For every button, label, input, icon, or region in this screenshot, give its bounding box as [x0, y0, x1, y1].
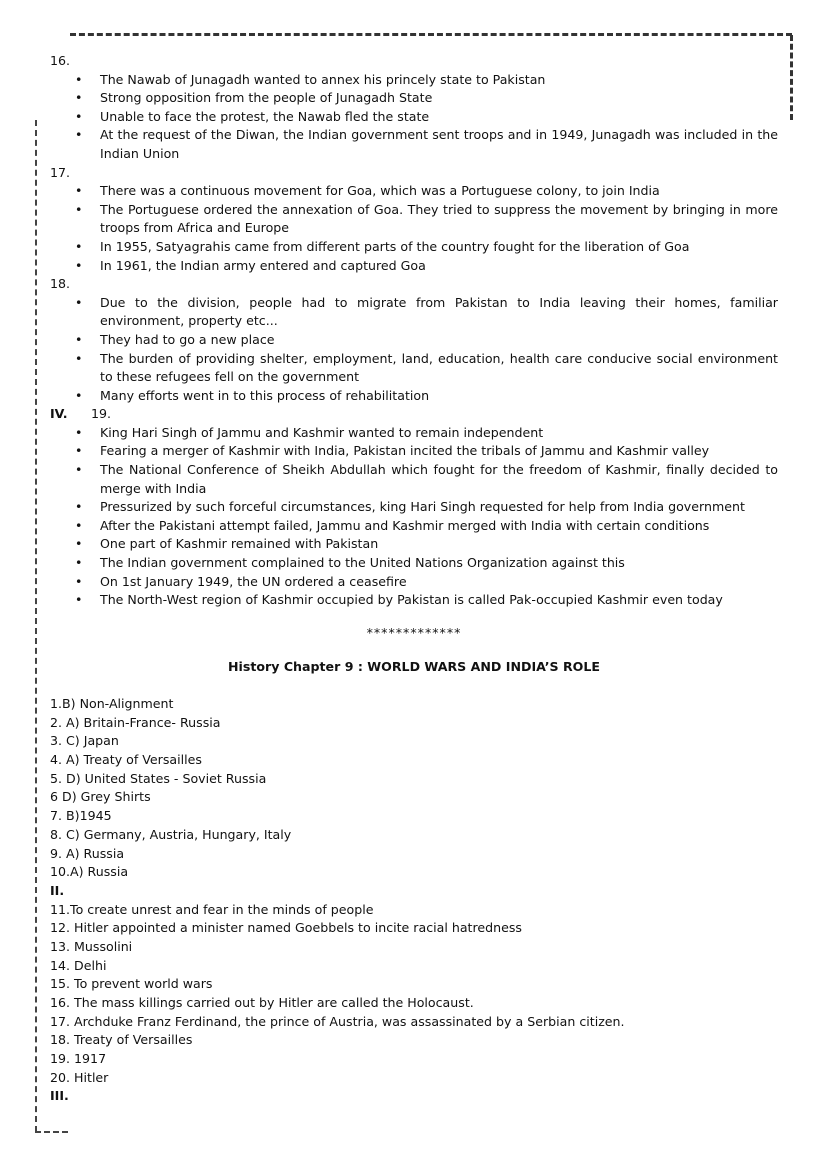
answer-line: 19. 1917	[50, 1051, 107, 1067]
bullet-glyph: •	[75, 499, 83, 515]
bullet-glyph: •	[75, 592, 83, 608]
bullet-item	[50, 442, 778, 461]
section-heading-iv	[50, 405, 778, 424]
bullet-item	[50, 126, 778, 163]
bullet-glyph: •	[75, 294, 83, 310]
bullet-item	[50, 517, 778, 536]
bullet-glyph: •	[75, 127, 83, 143]
bullet-glyph: •	[75, 573, 83, 589]
answer-line: 18. Treaty of Versailles	[50, 1032, 193, 1048]
bullet-text: They had to go a new place	[100, 331, 275, 347]
bullet-item	[50, 424, 778, 443]
bullet-text: The burden of providing shelter, employment, land, education, health care conducive social environment to these refugees fell on the government	[100, 350, 778, 385]
answer-line: 15. To prevent world wars	[50, 976, 213, 992]
answer-line: 16. The mass killings carried out by Hitler are called the Holocaust.	[50, 995, 474, 1010]
bullet-item	[50, 591, 778, 610]
answer-line: 11.To create unrest and fear in the minds of people	[50, 901, 374, 917]
bullet-item	[50, 294, 778, 331]
bullet-item	[50, 387, 778, 406]
answer-line: 2. A) Britain-France- Russia	[50, 714, 221, 730]
document-content	[50, 52, 778, 1106]
bullet-text: Strong opposition from the people of Junagadh State	[100, 90, 433, 106]
bullet-item	[50, 238, 778, 257]
bullet-item	[50, 201, 778, 238]
bullet-item	[50, 554, 778, 573]
spacer	[50, 677, 778, 695]
bullet-item	[50, 331, 778, 350]
bullet-text: Unable to face the protest, the Nawab fled the state	[100, 108, 430, 124]
bullet-glyph: •	[75, 331, 83, 347]
section-label: II.	[50, 882, 65, 898]
answer-line: 7. B)1945	[50, 808, 112, 824]
bullet-text: In 1961, the Indian army entered and captured Goa	[100, 257, 426, 273]
bullet-item	[50, 461, 778, 498]
bullet-glyph: •	[75, 238, 83, 254]
answer-line: 14. Delhi	[50, 957, 107, 973]
page-border-top	[70, 33, 792, 36]
bullet-text: One part of Kashmir remained with Pakistan	[100, 536, 379, 552]
bullet-glyph: •	[75, 462, 83, 478]
bullet-glyph: •	[75, 387, 83, 403]
bullet-text: There was a continuous movement for Goa, which was a Portuguese colony, to join India	[100, 183, 660, 199]
bullet-glyph: •	[75, 71, 83, 87]
page-border-left	[35, 120, 37, 1132]
bullet-glyph: •	[75, 257, 83, 273]
bullet-glyph: •	[75, 536, 83, 552]
bullet-glyph: •	[75, 183, 83, 199]
bullet-text: Due to the division, people had to migrate from Pakistan to India leaving their homes, familiar environment, property etc...	[100, 294, 778, 329]
bullet-item	[50, 257, 778, 276]
bullet-glyph: •	[75, 90, 83, 106]
bullet-text: The North-West region of Kashmir occupied by Pakistan is called Pak-occupied Kashmir even today	[100, 592, 723, 608]
section-label: IV.	[50, 406, 68, 422]
bullet-item	[50, 71, 778, 90]
answer-line: 10.A) Russia	[50, 864, 129, 880]
page-border-right	[790, 35, 793, 120]
bullet-text: After the Pakistani attempt failed, Jammu and Kashmir merged with India with certain conditions	[100, 517, 710, 533]
bullet-item	[50, 498, 778, 517]
bullet-text: The National Conference of Sheikh Abdullah which fought for the freedom of Kashmir, finally decided to merge with India	[100, 462, 778, 496]
answer-line: 9. A) Russia	[50, 845, 125, 861]
bullet-item	[50, 108, 778, 127]
answers-part1	[50, 695, 778, 882]
bullet-glyph: •	[75, 555, 83, 571]
bullet-item	[50, 535, 778, 554]
answer-line: 17. Archduke Franz Ferdinand, the prince of Austria, was assassinated by a Serbian citizen.	[50, 1013, 625, 1029]
bullet-glyph: •	[75, 443, 83, 459]
bullet-item	[50, 182, 778, 201]
question-number: 19.	[91, 406, 112, 422]
bullet-glyph: •	[75, 108, 83, 124]
bullet-glyph: •	[75, 424, 83, 440]
answer-line: 6 D) Grey Shirts	[50, 789, 151, 805]
bullet-text: Fearing a merger of Kashmir with India, Pakistan incited the tribals of Jammu and Kashmir valley	[100, 443, 710, 459]
question-number: 16.	[50, 53, 71, 68]
answer-line: 20. Hitler	[50, 1069, 109, 1085]
section-label: III.	[50, 1088, 69, 1104]
bullet-text: Many efforts went in to this process of rehabilitation	[100, 387, 430, 403]
bullet-text: On 1st January 1949, the UN ordered a ceasefire	[100, 573, 407, 589]
bullet-glyph: •	[75, 350, 83, 366]
answers-part2	[50, 901, 778, 1088]
chapter-title: History Chapter 9 : WORLD WARS AND INDIA’S ROLE	[227, 659, 600, 675]
question-number: 17.	[50, 164, 71, 180]
bullet-item	[50, 573, 778, 592]
answer-line: 13. Mussolini	[50, 938, 133, 954]
bullet-item	[50, 350, 778, 387]
question-number: 18.	[50, 276, 71, 292]
separator: *************	[366, 624, 462, 640]
answer-line: 1.B) Non-Alignment	[50, 696, 174, 711]
bullet-glyph: •	[75, 517, 83, 533]
answer-line: 5. D) United States - Soviet Russia	[50, 770, 267, 786]
bullet-text: The Indian government complained to the United Nations Organization against this	[100, 555, 625, 571]
bullet-text: The Portuguese ordered the annexation of Goa. They tried to suppress the movement by bringing in more troops from Africa and Europe	[100, 201, 778, 236]
answer-line: 4. A) Treaty of Versailles	[50, 752, 202, 768]
answer-line: 8. C) Germany, Austria, Hungary, Italy	[50, 826, 292, 842]
bullet-text: The Nawab of Junagadh wanted to annex his princely state to Pakistan	[100, 71, 546, 87]
answer-line: 3. C) Japan	[50, 733, 119, 749]
answer-line: 12. Hitler appointed a minister named Goebbels to incite racial hatredness	[50, 920, 522, 936]
page-border-bottom	[35, 1131, 68, 1133]
bullet-text: At the request of the Diwan, the Indian government sent troops and in 1949, Junagadh was included in the Indian Union	[100, 127, 778, 161]
bullet-text: King Hari Singh of Jammu and Kashmir wanted to remain independent	[100, 424, 544, 440]
bullet-text: In 1955, Satyagrahis came from different parts of the country fought for the liberation of Goa	[100, 238, 690, 254]
bullet-text: Pressurized by such forceful circumstances, king Hari Singh requested for help from India government	[100, 499, 745, 515]
bullet-glyph: •	[75, 201, 83, 217]
bullet-item	[50, 89, 778, 108]
